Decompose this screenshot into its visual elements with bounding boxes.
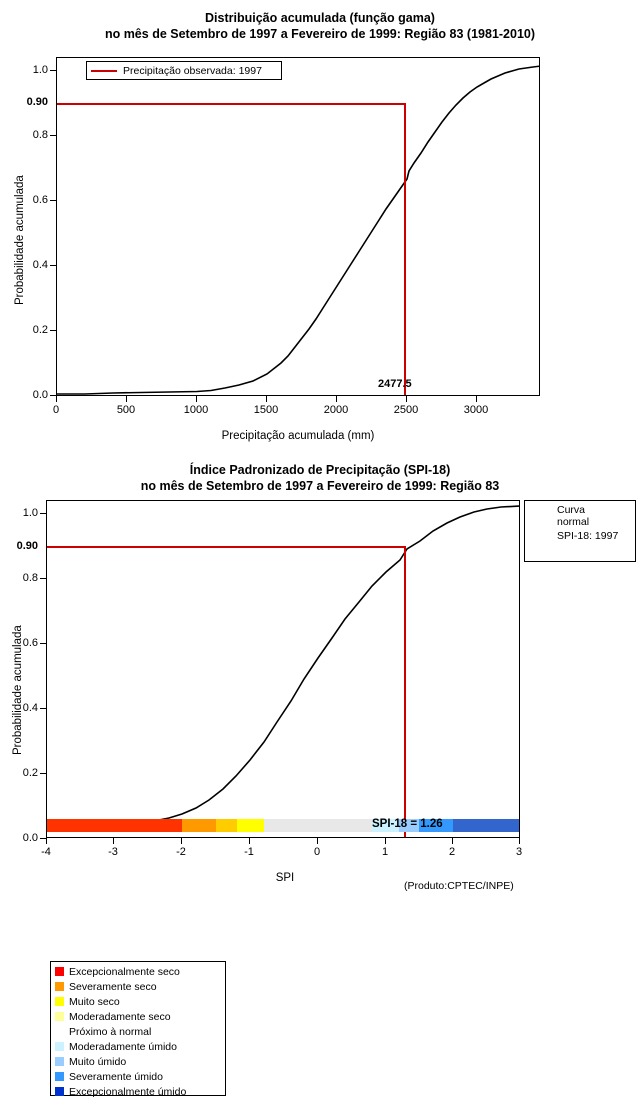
bottom-xtick-mark-0 bbox=[46, 838, 47, 844]
bottom-spi-vline bbox=[404, 546, 406, 838]
legend-right-label-1a: SPI-18: 1997 bbox=[557, 530, 619, 542]
legend-swatch-icon-5 bbox=[55, 1042, 64, 1051]
top-chart-title-line2: no mês de Setembro de 1997 a Fevereiro de 1999: Região 83 (1981-2010) bbox=[104, 27, 536, 41]
legend-swatch-icon-1 bbox=[55, 982, 64, 991]
bottom-plot-area bbox=[46, 500, 520, 838]
top-xtick-0: 0 bbox=[52, 404, 60, 416]
legend-class-3 bbox=[51, 1009, 225, 1024]
bottom-xtick-5: 1 bbox=[381, 846, 389, 858]
legend-class-label-0: Excepcionalmente seco bbox=[69, 965, 180, 978]
legend-class-label-4: Próximo à normal bbox=[69, 1025, 152, 1038]
legend-swatch-icon-2 bbox=[55, 997, 64, 1006]
bottom-xtick-mark-5 bbox=[385, 838, 386, 844]
spi-seg-moderadamente-seco bbox=[237, 819, 264, 832]
top-observed-vline bbox=[404, 103, 406, 396]
top-x-axis-label: Precipitação acumulada (mm) bbox=[221, 430, 375, 442]
bottom-ytick-0: 0.0 bbox=[22, 832, 38, 844]
top-chart-title-line1: Distribuição acumulada (função gama) bbox=[205, 11, 435, 25]
top-curve-svg bbox=[57, 58, 540, 396]
bottom-xtick-1: -3 bbox=[108, 846, 118, 858]
spi-colorbar bbox=[47, 819, 520, 832]
top-xtick-6: 3000 bbox=[463, 404, 489, 416]
bottom-y-axis-label: Probabilidade acumulada bbox=[12, 625, 24, 755]
spi-seg-proximo-normal bbox=[264, 819, 372, 832]
bottom-chart-title-line1: Índice Padronizado de Precipitação (SPI-18) bbox=[189, 463, 451, 477]
legend-swatch-icon-0 bbox=[55, 967, 64, 976]
top-ytick-0: 0.0 bbox=[32, 389, 48, 401]
top-chart-panel bbox=[0, 0, 640, 450]
legend-class-label-2: Muito seco bbox=[69, 995, 120, 1008]
top-legend bbox=[86, 61, 282, 80]
legend-class-0 bbox=[51, 964, 225, 979]
legend-right-label-0a: Curva bbox=[557, 504, 586, 516]
top-xtick-mark-1 bbox=[126, 396, 127, 402]
bottom-xtick-mark-2 bbox=[181, 838, 182, 844]
top-xtick-mark-5 bbox=[406, 396, 407, 402]
top-ytick-3: 0.6 bbox=[32, 194, 48, 206]
bottom-xtick-3: -1 bbox=[244, 846, 254, 858]
bottom-chart-panel bbox=[0, 450, 640, 1098]
top-ytick-highlight: 0.90 bbox=[26, 96, 48, 108]
legend-class-4 bbox=[51, 1024, 225, 1039]
top-y-axis-label: Probabilidade acumulada bbox=[14, 175, 26, 305]
legend-class-label-6: Muito úmido bbox=[69, 1055, 127, 1068]
bottom-ytick-3: 0.6 bbox=[22, 637, 38, 649]
spi-value-label: SPI-18 = 1.26 bbox=[372, 818, 443, 830]
legend-right-row-1 bbox=[525, 530, 635, 542]
bottom-xtick-mark-1 bbox=[113, 838, 114, 844]
top-legend-line-icon bbox=[91, 70, 117, 72]
bottom-xtick-mark-4 bbox=[317, 838, 318, 844]
bottom-x-axis-label: SPI bbox=[275, 872, 295, 884]
top-xtick-5: 2500 bbox=[393, 404, 419, 416]
top-ytick-5: 1.0 bbox=[32, 64, 48, 76]
top-xtick-4: 2000 bbox=[323, 404, 349, 416]
top-prob-090-line bbox=[57, 103, 406, 105]
bottom-right-legend bbox=[524, 500, 636, 562]
top-xtick-2: 1000 bbox=[183, 404, 209, 416]
spi-seg-excepcionalmente-seco bbox=[47, 819, 182, 832]
top-observed-value-label: 2477.5 bbox=[378, 378, 412, 390]
bottom-xtick-7: 3 bbox=[515, 846, 523, 858]
legend-class-label-1: Severamente seco bbox=[69, 980, 157, 993]
bottom-xtick-2: -2 bbox=[176, 846, 186, 858]
top-gamma-curve bbox=[57, 66, 540, 394]
curva-normal-line-icon bbox=[528, 504, 552, 509]
spi-seg-muito-seco bbox=[216, 819, 237, 832]
legend-class-2 bbox=[51, 994, 225, 1009]
bottom-prob-090-line bbox=[47, 546, 406, 548]
legend-class-5 bbox=[51, 1039, 225, 1054]
bottom-class-legend bbox=[50, 961, 226, 1096]
top-xtick-mark-6 bbox=[476, 396, 477, 402]
bottom-normal-curve bbox=[47, 506, 520, 826]
bottom-ytick-1: 0.2 bbox=[22, 767, 38, 779]
legend-swatch-icon-6 bbox=[55, 1057, 64, 1066]
legend-right-row-0 bbox=[525, 504, 635, 528]
legend-class-label-3: Moderadamente seco bbox=[69, 1010, 171, 1023]
top-xtick-mark-0 bbox=[56, 396, 57, 402]
legend-swatch-icon-8 bbox=[55, 1087, 64, 1096]
bottom-ytick-2: 0.4 bbox=[22, 702, 38, 714]
bottom-xtick-mark-6 bbox=[452, 838, 453, 844]
bottom-chart-title-line2: no mês de Setembro de 1997 a Fevereiro de 1999: Região 83 bbox=[140, 479, 500, 493]
legend-class-label-5: Moderadamente úmido bbox=[69, 1040, 177, 1053]
legend-swatch-icon-7 bbox=[55, 1072, 64, 1081]
legend-swatch-icon-4 bbox=[55, 1027, 64, 1036]
footnote: (Produto:CPTEC/INPE) bbox=[404, 880, 514, 892]
bottom-ytick-highlight: 0.90 bbox=[16, 540, 38, 552]
legend-right-label-0b: normal bbox=[557, 516, 590, 528]
top-xtick-1: 500 bbox=[116, 404, 136, 416]
bottom-ytick-5: 1.0 bbox=[22, 507, 38, 519]
top-ytick-2: 0.4 bbox=[32, 259, 48, 271]
top-xtick-mark-4 bbox=[336, 396, 337, 402]
spi-line-icon bbox=[528, 530, 552, 535]
legend-class-7 bbox=[51, 1069, 225, 1084]
top-legend-label: Precipitação observada: 1997 bbox=[123, 64, 262, 77]
top-xtick-mark-3 bbox=[266, 396, 267, 402]
bottom-xtick-mark-7 bbox=[519, 838, 520, 844]
top-ytick-4: 0.8 bbox=[32, 129, 48, 141]
bottom-ytick-4: 0.8 bbox=[22, 572, 38, 584]
bottom-xtick-6: 2 bbox=[448, 846, 456, 858]
legend-class-6 bbox=[51, 1054, 225, 1069]
bottom-xtick-4: 0 bbox=[313, 846, 321, 858]
legend-swatch-icon-3 bbox=[55, 1012, 64, 1021]
legend-class-label-7: Severamente úmido bbox=[69, 1070, 163, 1083]
spi-seg-excepcionalmente-umido bbox=[453, 819, 520, 832]
top-xtick-3: 1500 bbox=[253, 404, 279, 416]
top-ytick-1: 0.2 bbox=[32, 324, 48, 336]
spi-seg-severamente-seco bbox=[182, 819, 216, 832]
bottom-xtick-0: -4 bbox=[41, 846, 51, 858]
legend-class-1 bbox=[51, 979, 225, 994]
top-plot-area bbox=[56, 57, 540, 396]
bottom-curve-svg bbox=[47, 501, 520, 838]
top-xtick-mark-2 bbox=[196, 396, 197, 402]
legend-class-label-8: Excepcionalmente úmido bbox=[69, 1085, 187, 1098]
top-legend-row bbox=[87, 62, 281, 79]
legend-class-8 bbox=[51, 1084, 225, 1099]
bottom-xtick-mark-3 bbox=[249, 838, 250, 844]
